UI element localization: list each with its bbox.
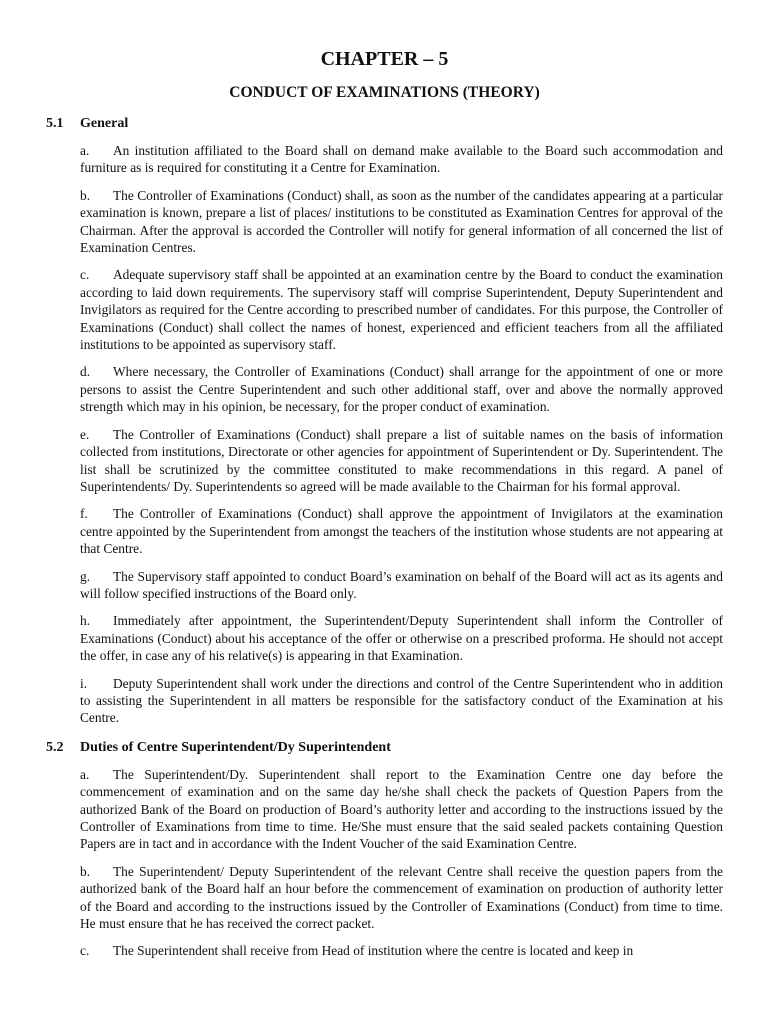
paragraph — [80, 942, 723, 959]
paragraph-letter: a. — [80, 766, 90, 782]
paragraph-text: The Superintendent shall receive from Head of institution where the centre is located and keep in — [113, 943, 634, 959]
paragraph-letter: b. — [80, 187, 91, 203]
paragraph-letter: e. — [80, 426, 90, 442]
chapter-title: CONDUCT OF EXAMINATIONS (THEORY) — [229, 84, 540, 101]
paragraph-letter: c. — [80, 943, 90, 959]
paragraph — [80, 426, 723, 496]
chapter-heading: CHAPTER – 5 — [320, 48, 449, 70]
paragraph — [80, 266, 723, 353]
paragraph — [80, 505, 723, 557]
paragraph — [80, 612, 723, 664]
paragraph-letter: c. — [80, 267, 90, 283]
paragraph-text: Deputy Superintendent shall work under the directions and control of the Centre Superintendent who in addition to assisting the Superintendent in all matters be responsible for the satisfactory conduct of the Examination at his Centre. — [80, 675, 723, 726]
section-number: 5.1 — [46, 116, 64, 131]
paragraph-text: The Controller of Examinations (Conduct) shall, as soon as the number of the candidates appearing at a particular examination is known, prepare a list of places/ institutions to be constituted as Examination Centres for approval of the Chairman. After the approval is accorded the Controller will notify for general information of all concerned the list of Examination Centres. — [80, 187, 723, 256]
paragraph-letter: f. — [80, 506, 88, 522]
paragraph-letter: b. — [80, 863, 91, 879]
paragraph-text: The Superintendent/ Deputy Superintendent of the relevant Centre shall receive the question papers from the authorized bank of the Board half an hour before the commencement of examination on production of authority letter of the Board and according to the instructions issued by the Controller of Examinations (Conduct) from time to time. He must ensure that he has received the correct packet. — [80, 863, 723, 932]
section-heading — [46, 115, 723, 133]
paragraph-text: Where necessary, the Controller of Examinations (Conduct) shall arrange for the appointment of one or more persons to assist the Centre Superintendent and such other additional staff, over and above the normally approved strength which may in his opinion, be necessary, for the proper conduct of examination. — [80, 364, 723, 415]
section-heading — [46, 739, 723, 757]
paragraph-text: Adequate supervisory staff shall be appointed at an examination centre by the Board to conduct the examination according to laid down requirements. The supervisory staff will comprise Superintendent, Deputy Superintendent and Invigilators as required for the Centre according to prescribed number of candidates. For this purpose, the Controller of Examinations (Conduct) shall collect the names of honest, experienced and efficient teachers from all the affiliated institutions to be appointed as supervisory staff. — [80, 267, 723, 353]
paragraph — [80, 766, 723, 853]
paragraph — [80, 863, 723, 933]
paragraph-letter: a. — [80, 143, 90, 158]
paragraph-text: The Superintendent/Dy. Superintendent shall report to the Examination Centre one day before the commencement of examination and on the same day he/she shall check the packets of Question Papers from the authorized Bank of the Board on production of Board’s authority letter and according to the instructions issued by the Controller of Examinations from time to time. He/She must ensure that the said sealed packets containing Question Papers are in tact and in accordance with the Indent Voucher of the said Examination Centre. — [80, 766, 723, 852]
section-title: General — [80, 116, 129, 131]
paragraph-text: The Supervisory staff appointed to conduct Board’s examination on behalf of the Board will act as its agents and will follow specified instructions of the Board only. — [80, 568, 723, 601]
paragraph — [80, 187, 723, 257]
section-title: Duties of Centre Superintendent/Dy Superintendent — [80, 739, 391, 755]
section-number: 5.2 — [46, 739, 64, 755]
paragraph-letter: i. — [80, 675, 88, 691]
paragraph-text: The Controller of Examinations (Conduct) shall prepare a list of suitable names on the basis of information collected from institutions, Directorate or other agencies for appointment of Superintendent or Dy. Superintendent. The list shall be scrutinized by the committee constituted to make recommendations in this regard. A panel of Superintendents/ Dy. Superintendents so agreed will be made available to the Chairman for his formal approval. — [80, 426, 723, 494]
paragraph-letter: h. — [80, 613, 91, 629]
paragraph-text: The Controller of Examinations (Conduct) shall approve the appointment of Invigilators at the examination centre appointed by the Superintendent from amongst the teachers of the institution whose students are not appearing at that Centre. — [80, 506, 723, 557]
paragraph-letter: d. — [80, 364, 91, 380]
paragraph — [80, 142, 723, 177]
paragraph-letter: g. — [80, 568, 91, 584]
paragraph-text: Immediately after appointment, the Superintendent/Deputy Superintendent shall inform the Controller of Examinations (Conduct) about his acceptance of the offer or otherwise on a prescribed proforma. He should not accept the offer, in case any of his relative(s) is appearing in that Examination. — [80, 613, 723, 664]
paragraph-text: An institution affiliated to the Board shall on demand make available to the Board such accommodation and furniture as is required for constituting it a Centre for Examination. — [80, 143, 723, 176]
sections-container — [46, 115, 723, 960]
paragraph — [80, 675, 723, 727]
paragraph — [80, 568, 723, 603]
paragraph — [80, 363, 723, 415]
